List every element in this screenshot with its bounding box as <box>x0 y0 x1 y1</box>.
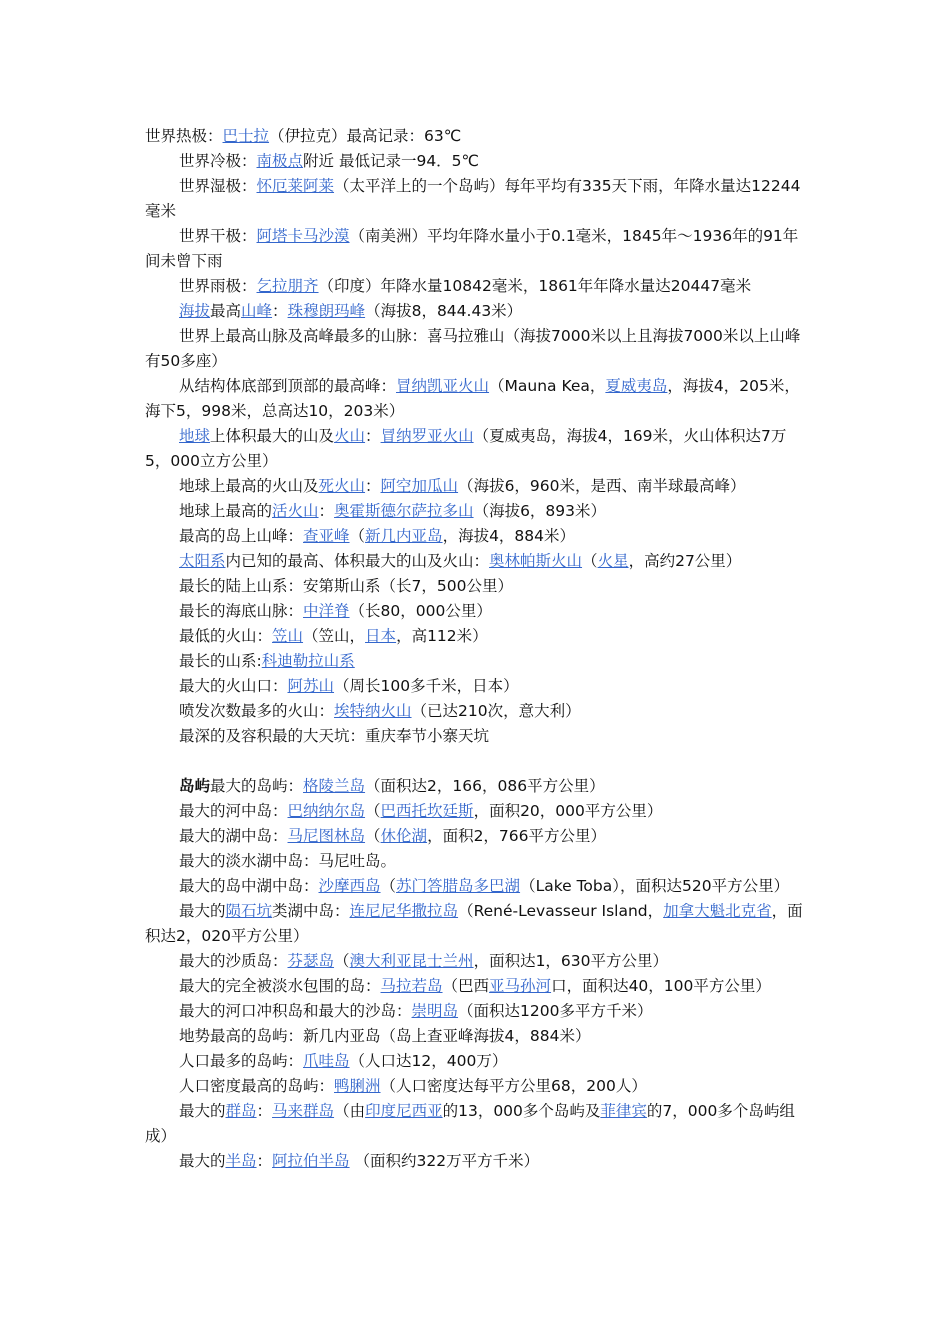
text-run: 最大的河中岛： <box>179 802 288 820</box>
text-run: 喷发次数最多的火山： <box>179 702 335 720</box>
hyperlink[interactable]: 冒纳罗亚火山 <box>380 427 474 445</box>
text-run: （太平洋上的一个岛屿）每年平均有335天下雨，年降水量达12244毫米 <box>145 177 801 220</box>
text-run: 最大的 <box>179 902 226 920</box>
paragraph <box>145 124 807 149</box>
hyperlink[interactable]: 崇明岛 <box>411 1002 459 1020</box>
paragraph <box>145 649 807 674</box>
text-run: （已达210次，意大利） <box>411 702 581 720</box>
text-run: 类湖中岛： <box>272 902 350 920</box>
text-run: 最大的河口冲积岛和最大的沙岛： <box>179 1002 412 1020</box>
text-run: ，海拔4，205米，海下5，998米，总高达10，203米） <box>145 377 800 420</box>
hyperlink[interactable]: 半岛 <box>225 1152 257 1170</box>
text-run: （Mauna Kea， <box>489 377 606 395</box>
hyperlink[interactable]: 火星 <box>597 552 629 570</box>
text-run: （长80，000公里） <box>349 602 492 620</box>
paragraph <box>145 174 807 224</box>
text-run: ，高约27公里） <box>628 552 742 570</box>
text-run: （笠山， <box>303 627 366 645</box>
text-run: 上体积最大的山及 <box>210 427 335 445</box>
hyperlink[interactable]: 菲律宾 <box>600 1102 647 1120</box>
hyperlink[interactable]: 芬瑟岛 <box>287 952 335 970</box>
paragraph <box>145 299 807 324</box>
paragraph <box>145 624 807 649</box>
text-run: 的13，000多个岛屿及 <box>442 1102 601 1120</box>
hyperlink[interactable]: 阿拉伯半岛 <box>272 1152 350 1170</box>
text-run: （海拔6，893米） <box>473 502 607 520</box>
hyperlink[interactable]: 澳大利亚昆士兰州 <box>349 952 474 970</box>
text-run: （ <box>334 952 350 970</box>
text-run: 最大的完全被淡水包围的岛： <box>179 977 381 995</box>
text-run: 地球上最高的火山及 <box>179 477 319 495</box>
hyperlink[interactable]: 连尼尼华撒拉岛 <box>349 902 459 920</box>
hyperlink[interactable]: 日本 <box>365 627 397 645</box>
text-run: ： <box>365 477 381 495</box>
paragraph <box>145 1074 807 1099</box>
text-run: ： <box>256 1102 273 1120</box>
text-run: 最长的海底山脉： <box>179 602 304 620</box>
hyperlink[interactable]: 沙摩西岛 <box>318 877 381 895</box>
paragraph <box>145 824 807 849</box>
text-run: 最长的陆上山系：安第斯山系（长7，500公里） <box>179 577 513 595</box>
hyperlink[interactable]: 怀厄莱阿莱 <box>256 177 335 195</box>
paragraph <box>145 724 807 749</box>
hyperlink[interactable]: 亚马孙河 <box>489 977 552 995</box>
text-run: （面积达1200多平方千米） <box>458 1002 653 1020</box>
hyperlink[interactable]: 群岛 <box>225 1102 257 1120</box>
text-run: 世界冷极： <box>179 152 257 170</box>
text-run: ，海拔4，884米） <box>442 527 576 545</box>
hyperlink[interactable]: 地球 <box>179 427 211 445</box>
text-run: 最大的淡水湖中岛：马尼吐岛。 <box>179 852 397 870</box>
text-run: 世界上最高山脉及高峰最多的山脉：喜马拉雅山（海拔7000米以上且海拔7000米以上山峰有50多座） <box>145 327 801 370</box>
text-run: （ <box>365 802 381 820</box>
text-run: 世界雨极： <box>179 277 257 295</box>
paragraph <box>145 374 807 424</box>
paragraph <box>145 499 807 524</box>
paragraph <box>145 1049 807 1074</box>
paragraph <box>145 574 807 599</box>
text-run: 最高的岛上山峰： <box>179 527 304 545</box>
hyperlink[interactable]: 阿塔卡马沙漠 <box>256 227 350 245</box>
paragraph <box>145 949 807 974</box>
paragraph <box>145 1024 807 1049</box>
text-run: 世界湿极： <box>179 177 257 195</box>
text-run: 最大的火山口： <box>179 677 288 695</box>
text-run: 附近 最低记录一94．5℃ <box>303 152 479 170</box>
hyperlink[interactable]: 鸭脷洲 <box>334 1077 381 1095</box>
paragraph <box>145 224 807 274</box>
text-run: （人口达12，400万） <box>349 1052 508 1070</box>
hyperlink[interactable]: 夏威夷岛 <box>605 377 668 395</box>
text-run: （Lake Toba），面积达520平方公里） <box>520 877 790 895</box>
hyperlink[interactable]: 印度尼西亚 <box>365 1102 443 1120</box>
paragraph <box>145 549 807 574</box>
text-run: （南美洲）平均年降水量小于0.1毫米，1845年～1936年的91年间未曾下雨 <box>145 227 799 270</box>
text-run: 最大的 <box>179 1102 226 1120</box>
text-run: （夏威夷岛，海拔4，169米，火山体积达7万5，000立方公里） <box>145 427 787 470</box>
hyperlink[interactable]: 太阳系 <box>179 552 226 570</box>
hyperlink[interactable]: 乞拉朋齐 <box>256 277 319 295</box>
text-run: 地球上最高的 <box>179 502 273 520</box>
hyperlink[interactable]: 马拉若岛 <box>380 977 443 995</box>
hyperlink[interactable]: 埃特纳火山 <box>334 702 412 720</box>
text-run: ： <box>365 427 381 445</box>
text-run: ，面积达1，630平方公里） <box>473 952 669 970</box>
text-run: 口，面积达40，100平方公里） <box>551 977 771 995</box>
paragraph <box>145 149 807 174</box>
hyperlink[interactable]: 珠穆朗玛峰 <box>287 302 366 320</box>
text-run: （ <box>365 827 381 845</box>
hyperlink[interactable]: 马来群岛 <box>272 1102 335 1120</box>
text-run: 人口最多的岛屿： <box>179 1052 304 1070</box>
hyperlink[interactable]: 巴纳纳尔岛 <box>287 802 366 820</box>
hyperlink[interactable]: 巴士拉 <box>222 127 270 145</box>
paragraph <box>145 424 807 474</box>
text-run: 从结构体底部到顶部的最高峰： <box>179 377 397 395</box>
text-run: （面积约322万平方千米） <box>349 1152 540 1170</box>
text-run: （伊拉克）最高记录：63℃ <box>269 127 462 145</box>
text-run: 最大的岛中湖中岛： <box>179 877 319 895</box>
hyperlink[interactable]: 死火山 <box>318 477 366 495</box>
hyperlink[interactable]: 活火山 <box>272 502 319 520</box>
hyperlink[interactable]: 冒纳凯亚火山 <box>396 377 490 395</box>
hyperlink[interactable]: 休伦湖 <box>380 827 428 845</box>
paragraph <box>145 849 807 874</box>
hyperlink[interactable]: 海拔 <box>179 302 211 320</box>
text-run: 最大的 <box>179 1152 226 1170</box>
hyperlink[interactable]: 南极点 <box>256 152 304 170</box>
text-run: ，面积20，000平方公里） <box>473 802 663 820</box>
hyperlink[interactable]: 火山 <box>334 427 366 445</box>
text-run: 最长的山系: <box>179 652 262 670</box>
paragraph <box>145 474 807 499</box>
text-run: 最低的火山： <box>179 627 273 645</box>
text-run: 地势最高的岛屿：新几内亚岛（岛上查亚峰海拔4，884米） <box>179 1027 591 1045</box>
text-run: 最大的岛屿： <box>210 777 304 795</box>
paragraph <box>145 699 807 724</box>
text-run: 世界热极： <box>145 127 223 145</box>
blank-line <box>145 749 807 774</box>
text-run: ，面积2，766平方公里） <box>427 827 607 845</box>
hyperlink[interactable]: 马尼图林岛 <box>287 827 366 845</box>
paragraph <box>145 899 807 949</box>
hyperlink[interactable]: 阿苏山 <box>287 677 335 695</box>
hyperlink[interactable]: 山峰 <box>241 302 273 320</box>
paragraph <box>145 1149 807 1174</box>
text-run: 最大的沙质岛： <box>179 952 288 970</box>
hyperlink[interactable]: 格陵兰岛 <box>303 777 366 795</box>
hyperlink[interactable]: 陨石坑 <box>225 902 273 920</box>
paragraph <box>145 774 807 799</box>
paragraph <box>145 274 807 299</box>
hyperlink[interactable]: 新几内亚岛 <box>365 527 443 545</box>
text-run: 世界干极： <box>179 227 257 245</box>
text-run: （ <box>380 877 397 895</box>
text-run: （海拔8，844.43米） <box>365 302 523 320</box>
text-run: （ <box>349 527 366 545</box>
text-run: ，高112米） <box>396 627 488 645</box>
text-run: 最大的湖中岛： <box>179 827 288 845</box>
hyperlink[interactable]: 巴西托坎廷斯 <box>380 802 474 820</box>
text-run: 最高 <box>210 302 242 320</box>
hyperlink[interactable]: 笠山 <box>272 627 304 645</box>
hyperlink[interactable]: 中洋脊 <box>303 602 350 620</box>
hyperlink[interactable]: 查亚峰 <box>303 527 350 545</box>
hyperlink[interactable]: 科迪勒拉山系 <box>261 652 355 670</box>
hyperlink[interactable]: 加拿大魁北克省 <box>663 902 772 920</box>
text-run: 最深的及容积最的大天坑：重庆奉节小寨天坑 <box>179 727 490 745</box>
text-run: （周长100多千米，日本） <box>334 677 519 695</box>
hyperlink[interactable]: 奥霍斯德尔萨拉多山 <box>334 502 474 520</box>
paragraph <box>145 974 807 999</box>
paragraph <box>145 799 807 824</box>
text-run: 人口密度最高的岛屿： <box>179 1077 335 1095</box>
text-run: （ <box>582 552 598 570</box>
hyperlink[interactable]: 阿空加瓜山 <box>380 477 459 495</box>
text-run: （面积达2，166，086平方公里） <box>365 777 605 795</box>
text-run: ： <box>272 302 288 320</box>
text-run: ： <box>256 1152 273 1170</box>
text-run: 内已知的最高、体积最大的山及火山： <box>225 552 490 570</box>
document-body <box>145 124 807 1174</box>
text-run: 的7，000多个岛屿组成） <box>145 1102 795 1145</box>
text-run: （由 <box>334 1102 366 1120</box>
paragraph <box>145 524 807 549</box>
paragraph <box>145 874 807 899</box>
text-run: （印度）年降水量10842毫米，1861年年降水量达20447毫米 <box>318 277 752 295</box>
text-run: （René-Levasseur Island， <box>458 902 664 920</box>
paragraph <box>145 999 807 1024</box>
section-heading: 岛屿 <box>179 777 211 795</box>
paragraph <box>145 1099 807 1149</box>
paragraph <box>145 599 807 624</box>
text-run: ： <box>318 502 335 520</box>
hyperlink[interactable]: 苏门答腊岛多巴湖 <box>396 877 521 895</box>
text-run: （海拔6，960米，是西、南半球最高峰） <box>458 477 746 495</box>
text-run: ，面积达2，020平方公里） <box>145 902 803 945</box>
text-run: （巴西 <box>442 977 490 995</box>
hyperlink[interactable]: 爪哇岛 <box>303 1052 350 1070</box>
text-run: （人口密度达每平方公里68，200人） <box>380 1077 647 1095</box>
hyperlink[interactable]: 奥林帕斯火山 <box>489 552 583 570</box>
paragraph <box>145 674 807 699</box>
paragraph <box>145 324 807 374</box>
